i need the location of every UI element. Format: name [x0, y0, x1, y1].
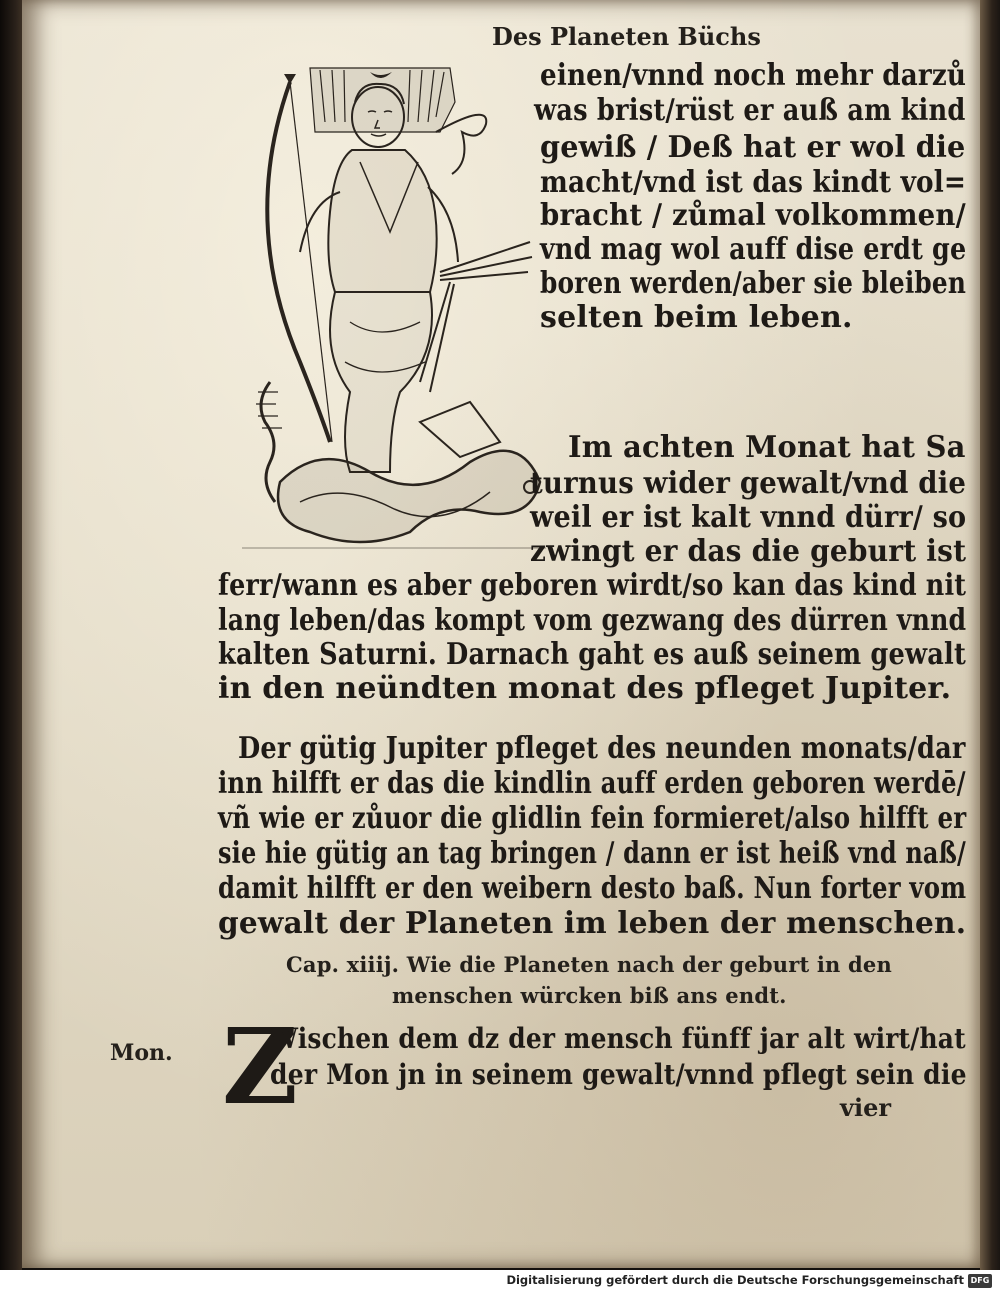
- dfg-logo-text: DFG: [970, 1276, 990, 1285]
- text-line: gewiß / Deß hat er wol die: [540, 130, 966, 165]
- text-line: der Mon jn in seinem gewalt/vnnd pflegt sein die: [270, 1058, 967, 1091]
- text-line: bracht / zůmal volkommen/: [540, 198, 966, 233]
- text-line: was brist/rüst er auß am kind: [534, 93, 966, 128]
- text-line: macht/vnd ist das kindt vol=: [540, 165, 967, 200]
- text-line: vñ wie er zůuor die glidlin fein formieret/also hilfft er: [218, 801, 967, 836]
- catchword: vier: [840, 1093, 891, 1122]
- text-line: lang leben/das kompt vom gezwang des dürren vnnd: [218, 603, 967, 638]
- text-line: sie hie gütig an tag bringen / dann er ist heiß vnd naß/: [218, 836, 966, 871]
- margin-note: Mon.: [110, 1040, 173, 1066]
- footer-bar: [0, 1270, 1000, 1292]
- chapter-caption-line: menschen würcken biß ans endt.: [392, 983, 787, 1008]
- text-line: zwingt er das die geburt ist: [530, 534, 967, 569]
- text-line: selten beim leben.: [540, 300, 853, 335]
- text-line: Wischen dem dz der mensch fünff jar alt wirt/hat: [270, 1022, 966, 1055]
- book-page: [22, 0, 980, 1268]
- page-edge-shadow: [980, 0, 1000, 1270]
- woodcut-illustration-sagittarius: [240, 62, 548, 550]
- text-line: damit hilfft er den weibern desto baß. Nun forter vom: [218, 871, 967, 906]
- text-line: Im achten Monat hat Sa: [568, 430, 966, 465]
- book-spine-shadow: [0, 0, 22, 1270]
- dfg-logo: [968, 1274, 992, 1288]
- text-line: in den neündten monat des pfleget Jupiter.: [218, 671, 952, 706]
- text-line: vnd mag wol auff dise erdt ge: [540, 232, 967, 267]
- text-line: kalten Saturni. Darnach gaht es auß seinem gewalt: [218, 637, 966, 672]
- drop-cap-initial: Z: [222, 1005, 298, 1128]
- text-line: ferr/wann es aber geboren wirdt/so kan das kind nit: [218, 568, 967, 603]
- text-line: inn hilfft er das die kindlin auff erden geboren werdē/: [218, 766, 966, 801]
- text-line: einen/vnnd noch mehr darzů: [540, 58, 967, 93]
- text-line: Der gütig Jupiter pfleget des neunden monats/dar: [238, 731, 966, 766]
- funding-credit: Digitalisierung gefördert durch die Deutsche Forschungsgemeinschaft: [506, 1273, 964, 1287]
- text-line: turnus wider gewalt/vnd die: [530, 466, 967, 501]
- running-head: Des Planeten Büchs: [492, 22, 761, 51]
- text-line: boren werden/aber sie bleiben: [540, 266, 967, 301]
- text-line: weil er ist kalt vnnd dürr/ so: [530, 500, 967, 535]
- text-line: gewalt der Planeten im leben der menschen.: [218, 906, 967, 941]
- chapter-caption-line: Cap. xiiij. Wie die Planeten nach der geburt in den: [286, 952, 892, 977]
